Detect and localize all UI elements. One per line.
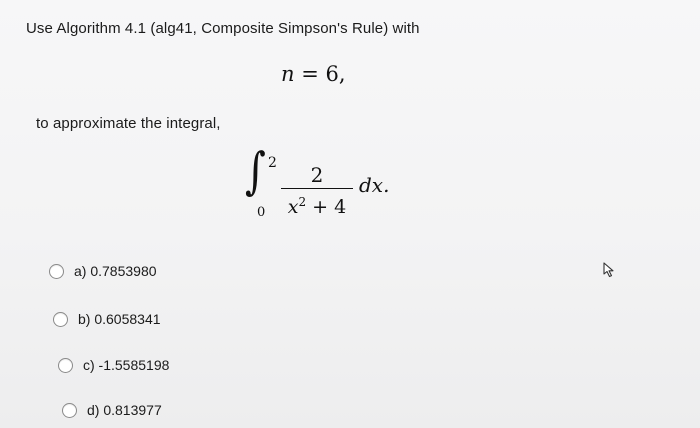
answer-option-c[interactable]: [58, 357, 169, 373]
integral-lead-text: to approximate the integral,: [36, 115, 221, 132]
denominator: [281, 191, 353, 218]
answer-option-d[interactable]: [62, 402, 162, 418]
integral-sign: ∫: [245, 142, 266, 200]
differential: dx.: [359, 173, 390, 197]
radio-button-c[interactable]: [58, 358, 73, 373]
mouse-cursor-icon: [603, 262, 617, 278]
answer-option-a-label: a) 0.7853980: [74, 263, 157, 279]
fraction-bar: [281, 188, 353, 189]
numerator: 2: [310, 163, 324, 187]
denominator-variable: x: [287, 196, 299, 219]
answer-option-b-label: b) 0.6058341: [78, 311, 161, 327]
radio-button-a[interactable]: [49, 264, 64, 279]
lower-limit: 0: [257, 205, 266, 220]
denominator-constant: + 4: [306, 196, 347, 219]
question-prompt: Use Algorithm 4.1 (alg41, Composite Simpson's Rule) with: [26, 20, 420, 37]
answer-option-b[interactable]: [53, 311, 161, 327]
radio-button-d[interactable]: [62, 403, 77, 418]
n-equation: [281, 62, 346, 86]
n-value: = 6,: [294, 62, 346, 86]
n-variable: n: [281, 62, 295, 86]
integrand-fraction: [281, 163, 353, 218]
upper-limit: 2: [268, 155, 277, 171]
radio-button-b[interactable]: [53, 312, 68, 327]
answer-option-a[interactable]: [49, 263, 157, 279]
answer-option-d-label: d) 0.813977: [87, 402, 162, 418]
integral-expression: [241, 142, 421, 230]
answer-option-c-label: c) -1.5585198: [83, 357, 170, 373]
denominator-exponent: 2: [298, 195, 307, 210]
